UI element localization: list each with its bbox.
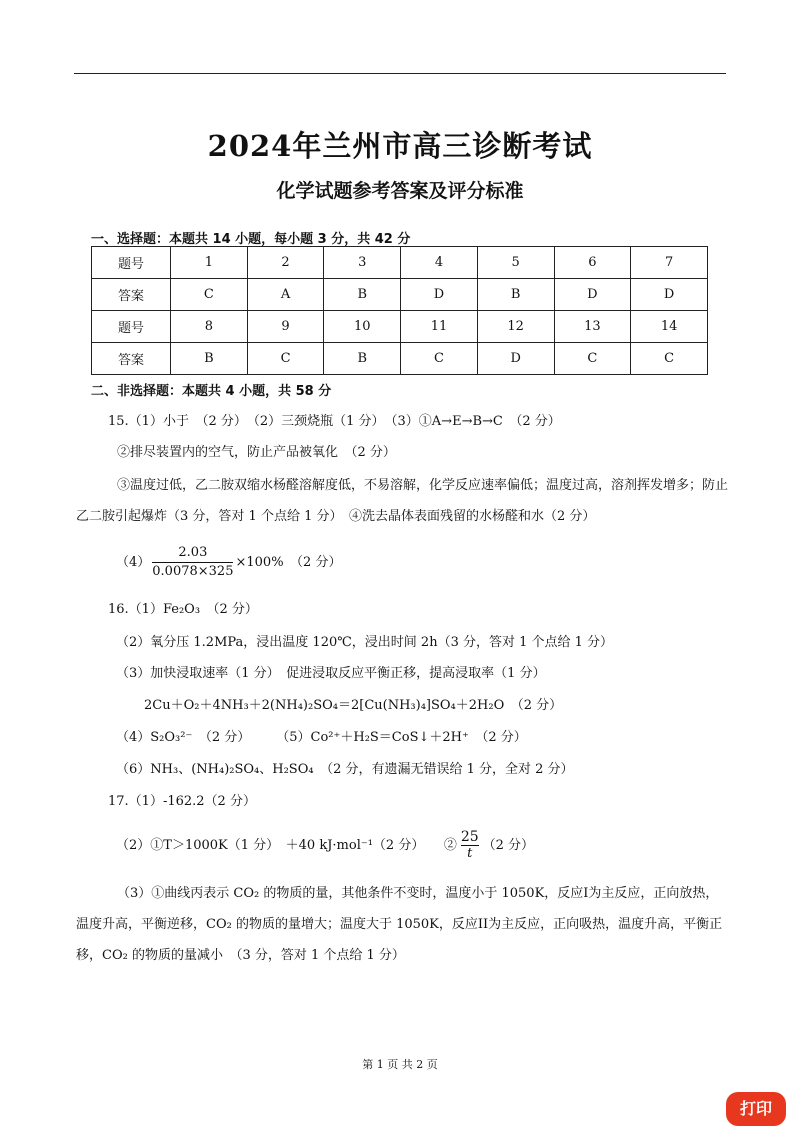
table-cell: C bbox=[554, 343, 631, 375]
table-cell: 9 bbox=[247, 311, 324, 343]
q15-line1: 15.（1）小于 （2 分） （2）三颈烧瓶（1 分） （3）①A→E→B→C （2 分） bbox=[108, 414, 561, 429]
q17-fraction-numerator: 25 bbox=[460, 829, 479, 845]
table-cell: 4 bbox=[401, 247, 478, 279]
section-heading-nonchoice: 二、非选择题：本题共 4 小题，共 58 分 bbox=[91, 384, 332, 399]
table-cell: A bbox=[247, 279, 324, 311]
answer-table bbox=[91, 246, 708, 375]
table-cell: 2 bbox=[247, 247, 324, 279]
page-subtitle: 化学试题参考答案及评分标准 bbox=[276, 180, 524, 202]
table-cell: D bbox=[477, 343, 554, 375]
q17-fraction-denominator: t bbox=[467, 846, 473, 861]
q15-para3: ③温度过低，乙二胺双缩水杨醛溶解度低，不易溶解，化学反应速率偏低；温度过高，溶剂挥发增多；防止乙二胺引起爆炸（3 分，答对 1 个点给 1 分） ④洗去晶体表面残留的水杨醛和水（2 分） bbox=[76, 478, 729, 524]
table-cell: B bbox=[324, 279, 401, 311]
table-row bbox=[92, 247, 708, 279]
q15-line4-prefix: （4） bbox=[116, 555, 151, 570]
print-button[interactable]: 打印 bbox=[726, 1092, 786, 1126]
table-cell: B bbox=[324, 343, 401, 375]
table-cell: 3 bbox=[324, 247, 401, 279]
table-cell: 13 bbox=[554, 311, 631, 343]
table-cell: C bbox=[171, 279, 248, 311]
table-row bbox=[92, 311, 708, 343]
q15-fraction-denominator: 0.0078×325 bbox=[152, 564, 234, 579]
table-cell: 10 bbox=[324, 311, 401, 343]
q15-line4-suffix: ×100% （2 分） bbox=[235, 555, 342, 570]
section-heading-choice: 一、选择题：本题共 14 小题，每小题 3 分，共 42 分 bbox=[91, 232, 411, 247]
page-title: 2024年兰州市高三诊断考试 bbox=[207, 129, 593, 163]
q16-line6: （6）NH₃、(NH₄)₂SO₄、H₂SO₄ （2 分，有遗漏无错误给 1 分，全对 2 分） bbox=[116, 762, 574, 777]
q16-line5: （4）S₂O₃²⁻ （2 分） （5）Co²⁺＋H₂S＝CoS↓＋2H⁺ （2 分） bbox=[116, 730, 527, 745]
table-cell: D bbox=[631, 279, 708, 311]
table-cell: C bbox=[247, 343, 324, 375]
table-cell: 1 bbox=[171, 247, 248, 279]
table-cell: 7 bbox=[631, 247, 708, 279]
q16-equation: 2Cu＋O₂＋4NH₃＋2(NH₄)₂SO₄＝2[Cu(NH₃)₄]SO₄＋2H₂O （2 分） bbox=[144, 698, 563, 713]
table-cell: 11 bbox=[401, 311, 478, 343]
table-row bbox=[92, 279, 708, 311]
q17-line2-prefix: （2）①T＞1000K（1 分） ＋40 kJ·mol⁻¹（2 分） ② bbox=[116, 838, 457, 853]
q17-line2 bbox=[116, 826, 534, 866]
q17-para3: （3）①曲线丙表示 CO₂ 的物质的量，其他条件不变时，温度小于 1050K，反应I为主反应，正向放热，温度升高，平衡逆移，CO₂ 的物质的量增大；温度大于 1050K，反应II为主反应，正向吸热，温度升高，平衡正移，CO₂ 的物质的量减小 （3 分，答对 1 个点给 1 分） bbox=[76, 886, 723, 963]
q16-line3: （3）加快浸取速率（1 分） 促进浸取反应平衡正移，提高浸取率（1 分） bbox=[116, 666, 546, 681]
table-row bbox=[92, 343, 708, 375]
q17-fraction bbox=[461, 829, 479, 862]
q15-fraction bbox=[152, 544, 233, 581]
table-row-header: 答案 bbox=[92, 279, 171, 311]
q16-line2: （2）氧分压 1.2MPa，浸出温度 120℃，浸出时间 2h（3 分，答对 1 个点给 1 分） bbox=[116, 635, 614, 650]
q16-line1: 16.（1）Fe₂O₃ （2 分） bbox=[108, 602, 258, 617]
q15-line4 bbox=[116, 544, 341, 582]
q17-line2-suffix: （2 分） bbox=[482, 838, 535, 853]
q17-line1: 17.（1）-162.2（2 分） bbox=[108, 794, 256, 809]
table-cell: D bbox=[554, 279, 631, 311]
table-row-header: 题号 bbox=[92, 247, 171, 279]
table-row-header: 答案 bbox=[92, 343, 171, 375]
table-cell: 14 bbox=[631, 311, 708, 343]
table-row-header: 题号 bbox=[92, 311, 171, 343]
table-cell: 5 bbox=[477, 247, 554, 279]
top-rule bbox=[74, 73, 726, 74]
table-cell: C bbox=[631, 343, 708, 375]
table-cell: 6 bbox=[554, 247, 631, 279]
table-cell: B bbox=[477, 279, 554, 311]
table-cell: 8 bbox=[171, 311, 248, 343]
table-cell: D bbox=[401, 279, 478, 311]
table-cell: B bbox=[171, 343, 248, 375]
q15-fraction-numerator: 2.03 bbox=[152, 544, 233, 563]
page-footer: 第 1 页 共 2 页 bbox=[362, 1058, 438, 1071]
q15-line2: ②排尽装置内的空气，防止产品被氧化 （2 分） bbox=[117, 445, 396, 460]
table-cell: C bbox=[401, 343, 478, 375]
table-cell: 12 bbox=[477, 311, 554, 343]
